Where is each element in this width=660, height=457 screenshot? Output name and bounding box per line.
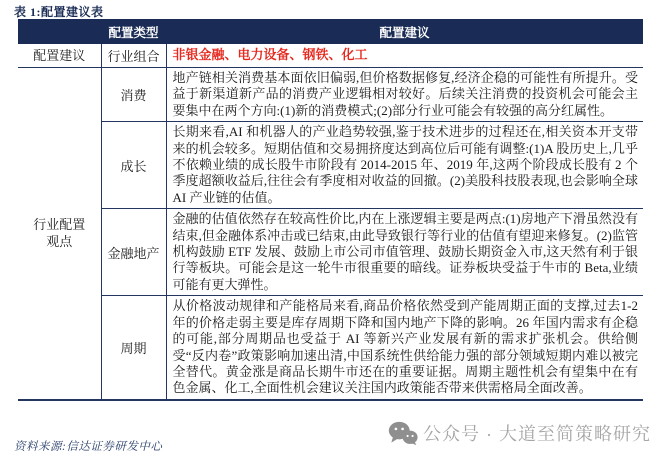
table-row-finance-realestate (18, 209, 643, 296)
header-config-type: 配置类型 (101, 19, 166, 44)
table-row-growth (18, 122, 643, 209)
row-type-consumption: 消费 (101, 68, 166, 122)
group-label-allocation-advice: 配置建议 (33, 48, 86, 63)
group-label-industry-view: 行业配置观点 (18, 68, 101, 400)
allocation-table (18, 19, 643, 401)
header-empty-cell (18, 19, 101, 44)
growth-view-text: 长期来看,AI 和机器人的产业趋势较强,鉴于技术进步的过程还在,相关资本开支带来的机会较多。短期估值和交易拥挤度达到高位后可能有调整:(1)A 股历史上,几乎不依赖业绩的成长股牛市阶段有 2014-2015 年、2019 年,这两个阶段成长股有 2 个季度超额收益后,往往会有季度相对收益的回撤。(2)美股科技股表现,也会影响全球 AI 产业链的估值。 (166, 122, 643, 209)
industry-combo-value: 非银金融、电力设备、钢铁、化工 (172, 47, 368, 63)
row-type-cyclical: 周期 (101, 296, 166, 400)
row-type-finance-realestate: 金融地产 (101, 209, 166, 296)
finance-realestate-view-text: 金融的估值依然存在较高性价比,内在上涨逻辑主要是两点:(1)房地产下滑虽然没有结束,但金融体系冲击或已结束,由此导致银行等行业的估值有望迎来修复。(2)监管机构鼓励 ETF 发展、鼓励上市公司市值管理、鼓励长期资金入市,这天然有利于银行等板块。可能会是这一轮牛市很重要的暗线。证券板块受益于牛市的 Beta,业绩可能有更大弹性。 (166, 209, 643, 296)
watermark (388, 420, 651, 446)
watermark-text: 公众号 · 大道至简策略研究 (423, 424, 651, 444)
table-row-cyclical (18, 296, 643, 400)
table-row-industry-combo (18, 44, 643, 68)
source-note: 资料来源:信达证券研发中心 (14, 441, 163, 453)
row-type-industry-combo: 行业组合 (101, 44, 166, 68)
row-type-growth: 成长 (101, 122, 166, 209)
consumption-view-text: 地产链相关消费基本面依旧偏弱,但价格数据修复,经济企稳的可能性有所提升。受益于新渠道新产品的消费产业逻辑相对较好。后续关注消费的投资机会可能会主要集中在两个方向:(1)新的消费模式;(2)部分行业可能会有较强的高分红属性。 (166, 68, 643, 122)
cyclical-view-text: 从价格波动规律和产能格局来看,商品价格依然受到产能周期正面的支撑,过去1-2 年的价格走弱主要是库存周期下降和国内地产下降的影响。26 年国内需求有企稳的可能,部分周期品也受益于 AI 等新兴产业发展有新的需求扩张机会。供给侧受“反内卷”政策影响加速出清,中国系统性供给能力强的部分领域短期内难以被完全替代。黄金涨是商品长期牛市还在的重要证据。周期主题性机会有望集中在有色金属、化工,全面性机会建议关注国内政策能否带来供需格局全面改善。 (166, 296, 643, 400)
wechat-icon (388, 421, 418, 446)
header-config-advice: 配置建议 (166, 19, 643, 44)
table-row-consumption (18, 68, 643, 122)
table-header-row (18, 19, 643, 44)
table-title: 表 1:配置建议表 (14, 5, 104, 19)
